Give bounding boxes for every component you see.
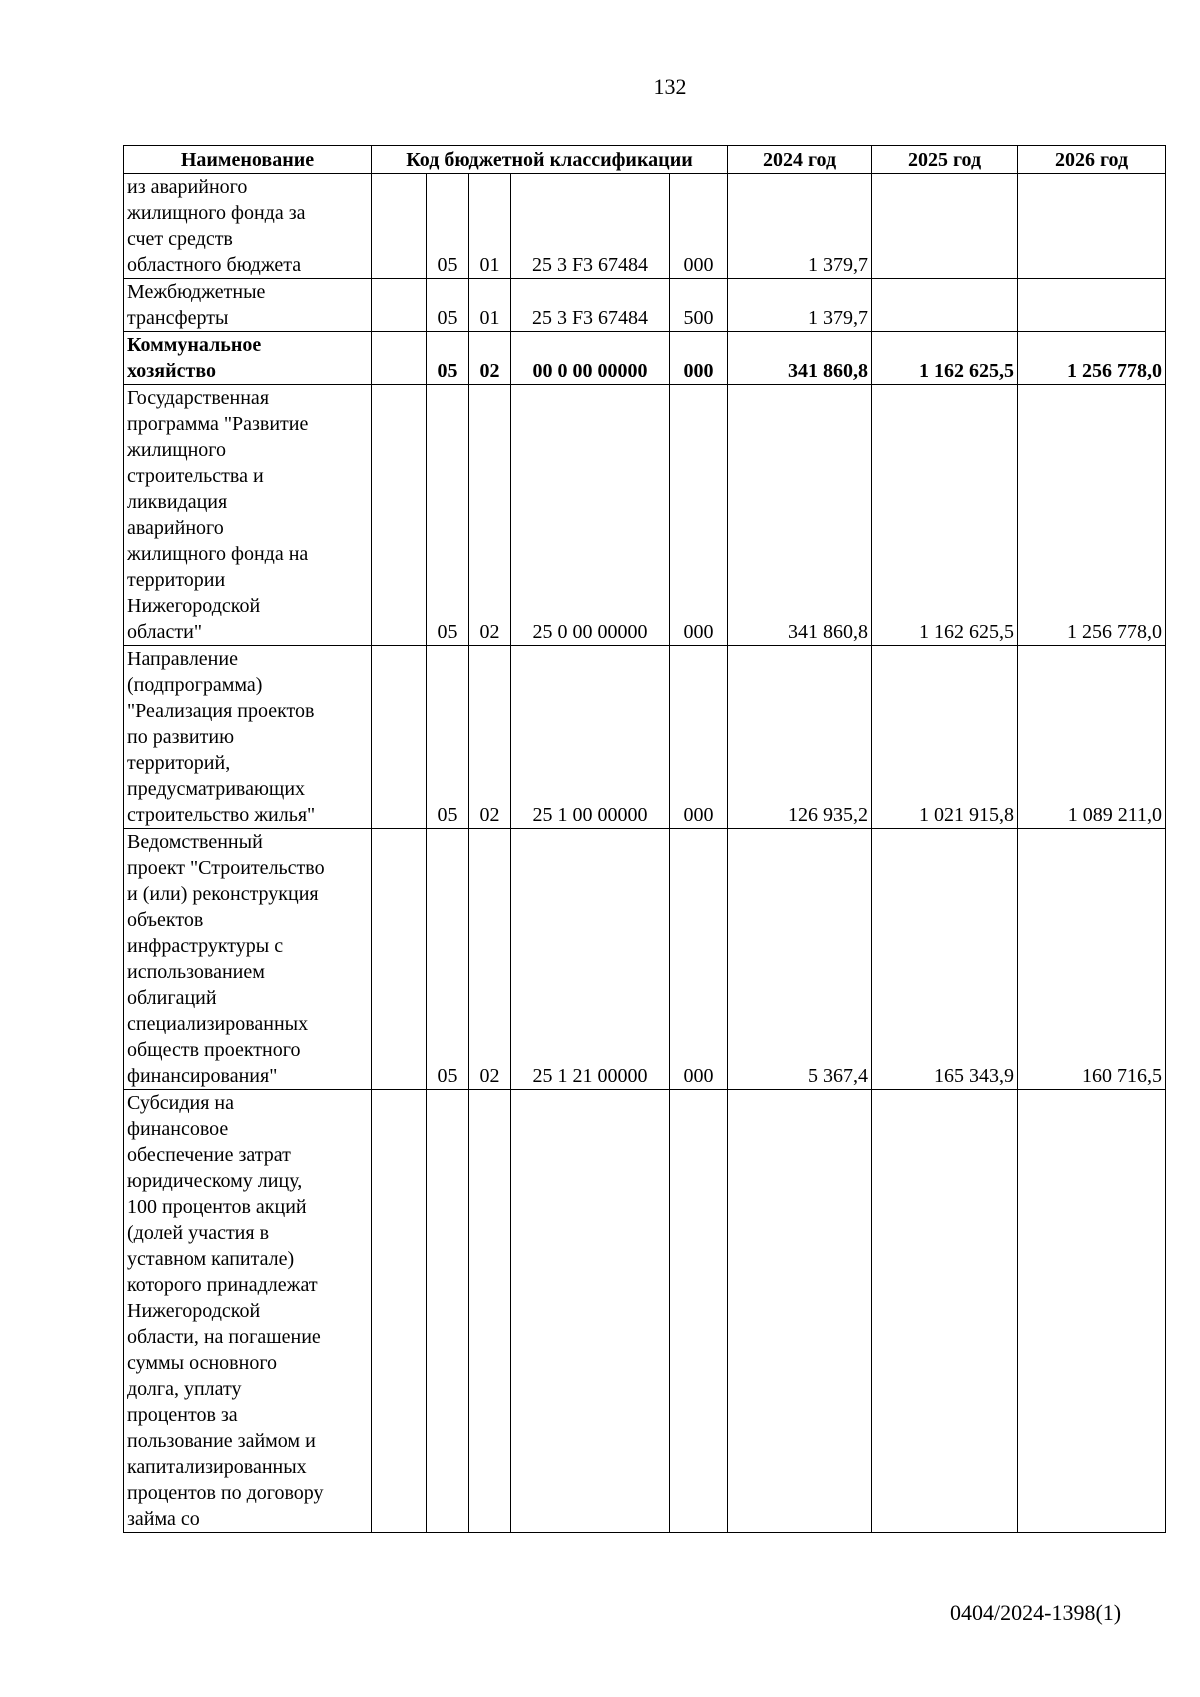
- row-csr-cell: 25 3 F3 67484: [511, 174, 670, 279]
- header-2024: 2024 год: [728, 146, 872, 174]
- table-row: [124, 279, 1166, 332]
- row-name-cell: Государственная программа "Развитие жилищного строительства и ликвидация аварийного жилищного фонда на территории Нижегородской области": [124, 385, 372, 646]
- row-csr-cell: 25 0 00 00000: [511, 385, 670, 646]
- row-pr-cell: [469, 1090, 511, 1533]
- row-y2025-cell: 1 162 625,5: [872, 332, 1018, 385]
- row-y2024-cell: [728, 1090, 872, 1533]
- row-y2026-cell: [1018, 1090, 1166, 1533]
- row-y2025-cell: 165 343,9: [872, 829, 1018, 1090]
- header-code: Код бюджетной классификации: [372, 146, 728, 174]
- row-csr-cell: 00 0 00 00000: [511, 332, 670, 385]
- row-vr-cell: 000: [670, 332, 728, 385]
- row-y2026-cell: 1 089 211,0: [1018, 646, 1166, 829]
- row-rz-cell: 05: [427, 829, 469, 1090]
- row-y2026-cell: [1018, 174, 1166, 279]
- header-2026: 2026 год: [1018, 146, 1166, 174]
- row-vr-cell: 000: [670, 174, 728, 279]
- row-y2026-cell: [1018, 279, 1166, 332]
- row-y2024-cell: 1 379,7: [728, 279, 872, 332]
- row-pr-cell: 02: [469, 646, 511, 829]
- row-y2024-cell: 341 860,8: [728, 332, 872, 385]
- row-csr-cell: [511, 1090, 670, 1533]
- row-blank-cell: [372, 279, 427, 332]
- row-y2026-cell: 1 256 778,0: [1018, 332, 1166, 385]
- row-vr-cell: [670, 1090, 728, 1533]
- row-vr-cell: 000: [670, 829, 728, 1090]
- row-csr-cell: 25 1 21 00000: [511, 829, 670, 1090]
- row-csr-cell: 25 3 F3 67484: [511, 279, 670, 332]
- row-rz-cell: 05: [427, 646, 469, 829]
- row-name-cell: Направление (подпрограмма) "Реализация проектов по развитию территорий, предусматривающих строительство жилья": [124, 646, 372, 829]
- row-y2024-cell: 1 379,7: [728, 174, 872, 279]
- row-blank-cell: [372, 174, 427, 279]
- row-y2025-cell: [872, 174, 1018, 279]
- row-name-cell: из аварийного жилищного фонда за счет средств областного бюджета: [124, 174, 372, 279]
- row-vr-cell: 000: [670, 646, 728, 829]
- table-row: [124, 385, 1166, 646]
- row-name-cell: Коммунальное хозяйство: [124, 332, 372, 385]
- row-blank-cell: [372, 646, 427, 829]
- table-row: [124, 174, 1166, 279]
- row-y2024-cell: 126 935,2: [728, 646, 872, 829]
- table-header-row: [124, 146, 1166, 174]
- row-pr-cell: 02: [469, 829, 511, 1090]
- row-y2025-cell: 1 021 915,8: [872, 646, 1018, 829]
- row-blank-cell: [372, 332, 427, 385]
- row-rz-cell: 05: [427, 332, 469, 385]
- table-row: [124, 646, 1166, 829]
- row-y2025-cell: [872, 1090, 1018, 1533]
- row-y2024-cell: 5 367,4: [728, 829, 872, 1090]
- row-blank-cell: [372, 1090, 427, 1533]
- row-rz-cell: 05: [427, 174, 469, 279]
- header-2025: 2025 год: [872, 146, 1018, 174]
- row-y2025-cell: [872, 279, 1018, 332]
- page-number: 132: [653, 74, 687, 99]
- document-code: 0404/2024-1398(1): [950, 1600, 1122, 1625]
- budget-table: [123, 145, 1166, 1533]
- header-name: Наименование: [124, 146, 372, 174]
- row-pr-cell: 01: [469, 174, 511, 279]
- row-rz-cell: [427, 1090, 469, 1533]
- row-y2026-cell: 160 716,5: [1018, 829, 1166, 1090]
- row-vr-cell: 000: [670, 385, 728, 646]
- row-pr-cell: 02: [469, 332, 511, 385]
- table-row: [124, 829, 1166, 1090]
- row-rz-cell: 05: [427, 279, 469, 332]
- table-row: [124, 332, 1166, 385]
- row-y2024-cell: 341 860,8: [728, 385, 872, 646]
- row-name-cell: Межбюджетные трансферты: [124, 279, 372, 332]
- row-blank-cell: [372, 385, 427, 646]
- row-blank-cell: [372, 829, 427, 1090]
- row-name-cell: Субсидия на финансовое обеспечение затрат юридическому лицу, 100 процентов акций (долей участия в уставном капитале) которого принадлежат Нижегородской области, на погашение суммы основного долга, уплату процентов за пользование займом и капитализированных процентов по договору займа со: [124, 1090, 372, 1533]
- row-y2026-cell: 1 256 778,0: [1018, 385, 1166, 646]
- row-pr-cell: 02: [469, 385, 511, 646]
- row-pr-cell: 01: [469, 279, 511, 332]
- row-y2025-cell: 1 162 625,5: [872, 385, 1018, 646]
- table-row: [124, 1090, 1166, 1533]
- row-name-cell: Ведомственный проект "Строительство и (или) реконструкция объектов инфраструктуры с использованием облигаций специализированных обществ проектного финансирования": [124, 829, 372, 1090]
- row-rz-cell: 05: [427, 385, 469, 646]
- row-vr-cell: 500: [670, 279, 728, 332]
- row-csr-cell: 25 1 00 00000: [511, 646, 670, 829]
